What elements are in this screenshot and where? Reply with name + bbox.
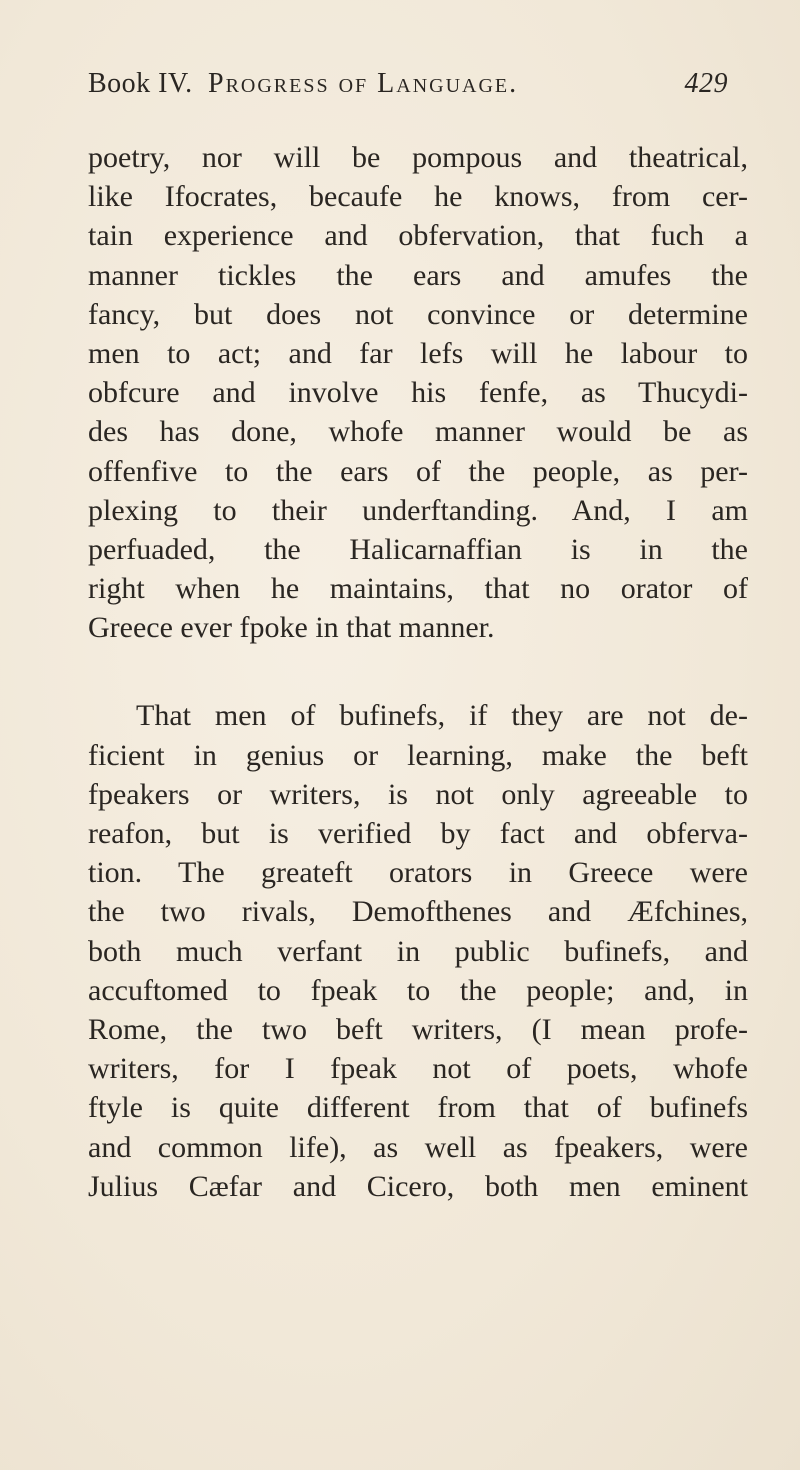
page-number: 429: [684, 68, 728, 99]
running-header: [88, 68, 728, 118]
text-line: fpeakers or writers, is not only agreeable to: [88, 777, 748, 811]
text-line: the two rivals, Demofthenes and Æfchines,: [88, 895, 748, 929]
chapter-title: Progress of Language.: [208, 68, 519, 99]
text-line: That men of bufinefs, if they are not de-: [136, 699, 748, 733]
paragraph-spacer: [88, 647, 748, 696]
body-text: [88, 138, 748, 1206]
text-line: right when he maintains, that no orator of: [88, 572, 748, 606]
text-line: ficient in genius or learning, make the beft: [88, 738, 748, 772]
text-line: both much verfant in public bufinefs, and: [88, 934, 748, 968]
text-line: perfuaded, the Halicarnaffian is in the: [88, 532, 748, 566]
text-line: poetry, nor will be pompous and theatrical,: [88, 141, 748, 174]
text-line: manner tickles the ears and amufes the: [88, 258, 748, 292]
book-label: Book IV.: [88, 68, 193, 99]
text-line: Julius Cæfar and Cicero, both men eminent: [88, 1169, 748, 1203]
text-line: like Ifocrates, becaufe he knows, from cer-: [88, 180, 748, 214]
text-line: tain experience and obfervation, that fuch a: [88, 219, 748, 253]
text-line: offenfive to the ears of the people, as per-: [88, 454, 748, 488]
paragraph-1: [88, 138, 748, 647]
text-line: and common life), as well as fpeakers, were: [88, 1130, 748, 1164]
paragraph-2: [88, 696, 748, 1205]
text-line: plexing to their underftanding. And, I am: [88, 493, 748, 527]
text-line: Rome, the two beft writers, (I mean profe-: [88, 1012, 748, 1046]
text-line: ftyle is quite different from that of bufinefs: [88, 1091, 748, 1125]
text-line: tion. The greateft orators in Greece were: [88, 856, 748, 890]
text-line: des has done, whofe manner would be as: [88, 415, 748, 449]
text-line: Greece ever fpoke in that manner.: [88, 611, 495, 645]
text-line: writers, for I fpeak not of poets, whofe: [88, 1052, 748, 1086]
text-line: reafon, but is verified by fact and obferva-: [88, 817, 748, 850]
text-line: obfcure and involve his fenfe, as Thucydi-: [88, 376, 748, 410]
text-line: accuftomed to fpeak to the people; and, in: [88, 973, 748, 1007]
text-line: fancy, but does not convince or determine: [88, 297, 748, 331]
text-line: men to act; and far lefs will he labour to: [88, 336, 748, 370]
